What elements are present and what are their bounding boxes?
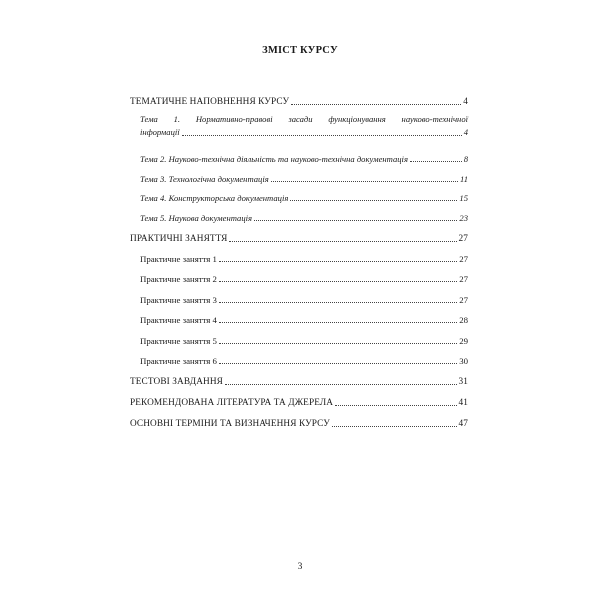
toc-entry-page: 11	[460, 174, 468, 184]
toc-entry-topic-1[interactable]	[140, 113, 468, 139]
toc-entry-page: 31	[458, 377, 468, 387]
dot-leader	[229, 241, 456, 242]
dot-leader	[225, 384, 457, 385]
toc-entry-page: 30	[459, 356, 468, 366]
dot-leader	[219, 363, 457, 364]
toc-entry-practice-2[interactable]	[140, 273, 468, 285]
toc-entry-label: ОСНОВНІ ТЕРМІНИ ТА ВИЗНАЧЕННЯ КУРСУ	[130, 419, 330, 429]
dot-leader	[182, 135, 462, 136]
toc-entry-practice-5[interactable]	[140, 335, 468, 347]
toc-entry-recommended-literature[interactable]	[130, 397, 468, 409]
toc-entry-label: Практичне заняття 3	[140, 295, 217, 305]
toc-entry-label: ТЕСТОВІ ЗАВДАННЯ	[130, 377, 223, 387]
toc-entry-label: Практичне заняття 1	[140, 254, 217, 264]
toc-entry-page: 27	[459, 274, 468, 284]
toc-entry-page: 4	[463, 97, 468, 107]
dot-leader	[219, 302, 457, 303]
toc-entry-practice-6[interactable]	[140, 355, 468, 367]
toc-entry-label: Практичне заняття 5	[140, 336, 217, 346]
toc-entry-page: 15	[459, 193, 468, 203]
dot-leader	[219, 261, 457, 262]
toc-entry-topic-2[interactable]	[140, 153, 468, 165]
toc-entry-page: 29	[459, 336, 468, 346]
toc-entry-topic-4[interactable]	[140, 192, 468, 204]
toc-entry-thematic-content[interactable]	[130, 96, 468, 108]
toc-entry-label: Тема 2. Науково-технічна діяльність та науково-технічна документація	[140, 154, 408, 164]
toc-entry-label: ТЕМАТИЧНЕ НАПОВНЕННЯ КУРСУ	[130, 97, 290, 107]
toc-entry-label-continued: інформації	[140, 127, 180, 137]
toc-entry-page: 41	[458, 398, 468, 408]
toc-entry-page: 23	[459, 213, 468, 223]
dot-leader	[219, 281, 457, 282]
dot-leader	[219, 322, 457, 323]
toc-entry-practice-4[interactable]	[140, 314, 468, 326]
toc-entry-page: 47	[458, 419, 468, 429]
dot-leader	[335, 405, 456, 406]
dot-leader	[290, 200, 457, 201]
toc-entry-label: Практичне заняття 2	[140, 274, 217, 284]
toc-entry-page: 27	[458, 234, 468, 244]
toc-entry-label: ПРАКТИЧНІ ЗАНЯТТЯ	[130, 234, 228, 244]
toc-entry-topic-5[interactable]	[140, 212, 468, 224]
toc-entry-label: Практичне заняття 6	[140, 356, 217, 366]
toc-entry-label: Тема 5. Наукова документація	[140, 213, 253, 223]
toc-entry-page: 27	[459, 295, 468, 305]
toc-entry-page: 4	[463, 127, 468, 137]
page-number: 3	[297, 562, 303, 572]
table-of-contents	[130, 0, 468, 600]
dot-leader	[332, 426, 457, 427]
page-title: ЗМІСТ КУРСУ	[262, 45, 338, 56]
dot-leader	[219, 343, 457, 344]
toc-entry-page: 8	[463, 154, 468, 164]
toc-entry-page: 27	[459, 254, 468, 264]
toc-entry-label: РЕКОМЕНДОВАНА ЛІТЕРАТУРА ТА ДЖЕРЕЛА	[130, 398, 334, 408]
dot-leader	[410, 161, 462, 162]
toc-entry-practice-3[interactable]	[140, 294, 468, 306]
toc-entry-practice-1[interactable]	[140, 253, 468, 265]
toc-entry-test-tasks[interactable]	[130, 376, 468, 388]
dot-leader	[291, 104, 461, 105]
toc-entry-label: Практичне заняття 4	[140, 315, 217, 325]
toc-entry-label: Тема 3. Технологічна документація	[140, 174, 269, 184]
toc-entry-practical-classes[interactable]	[130, 233, 468, 245]
toc-entry-topic-3[interactable]	[140, 173, 468, 185]
dot-leader	[271, 181, 458, 182]
toc-entry-key-terms[interactable]	[130, 418, 468, 430]
toc-entry-label: Тема 1. Нормативно-правові засади функціонування науково-технічної	[140, 114, 468, 124]
toc-entry-label: Тема 4. Конструкторська документація	[140, 193, 289, 203]
dot-leader	[254, 220, 457, 221]
toc-entry-page: 28	[459, 315, 468, 325]
